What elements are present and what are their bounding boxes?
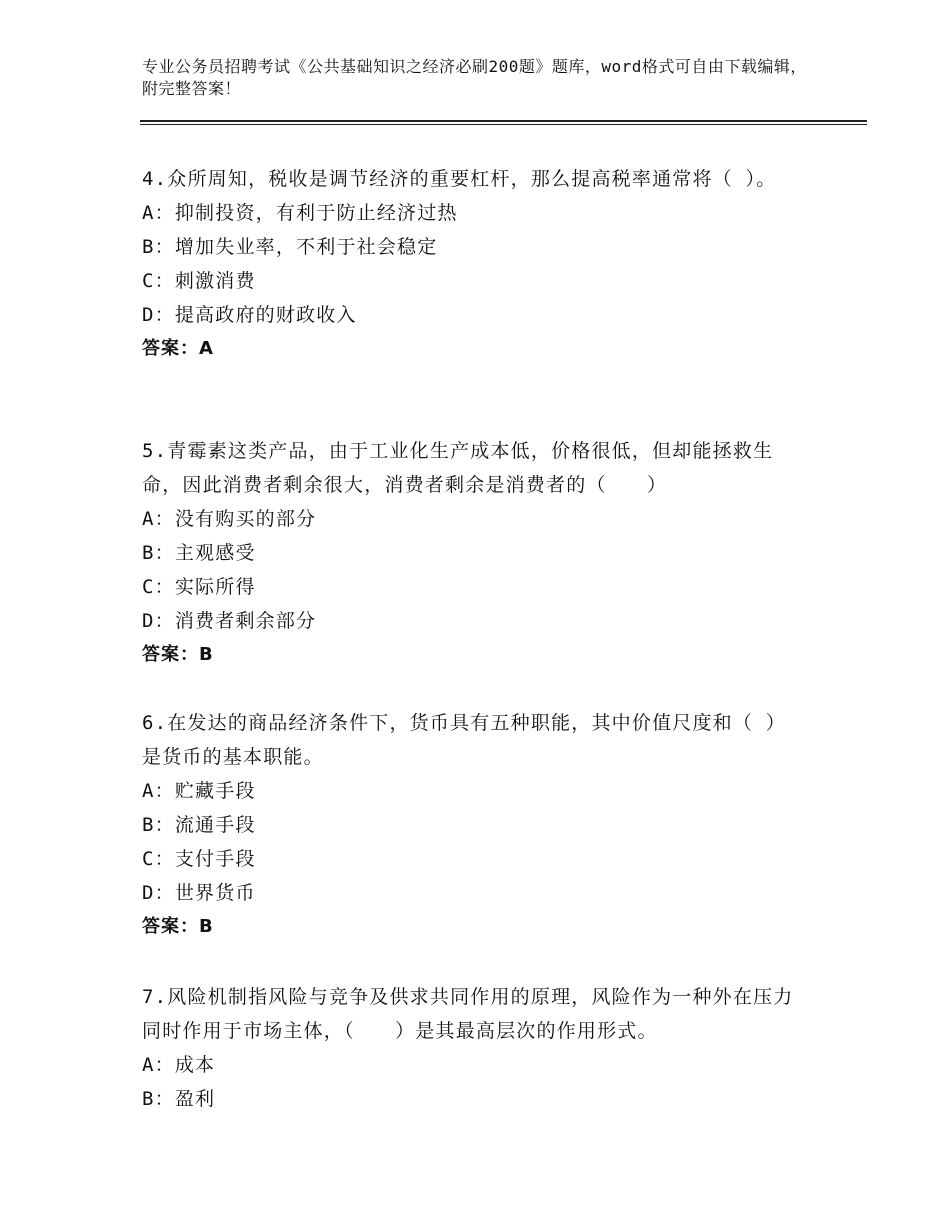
option-a: A：贮藏手段 xyxy=(142,780,256,802)
question-5 xyxy=(142,434,802,672)
header-rule-thin xyxy=(140,124,867,125)
question-stem: 5.青霉素这类产品，由于工业化生产成本低，价格很低，但却能拯救生命，因此消费者剩余很大，消费者剩余是消费者的（ ） xyxy=(142,440,774,496)
option-b: B：主观感受 xyxy=(142,542,256,564)
answer: 答案：B xyxy=(142,644,214,665)
question-4 xyxy=(142,162,802,366)
option-d: D：世界货币 xyxy=(142,882,256,904)
option-b: B：流通手段 xyxy=(142,814,256,836)
option-b: B：盈利 xyxy=(142,1088,216,1110)
question-stem: 4.众所周知，税收是调节经济的重要杠杆，那么提高税率通常将（ ）。 xyxy=(142,168,777,190)
question-6 xyxy=(142,706,802,944)
question-stem: 7.风险机制指风险与竞争及供求共同作用的原理，风险作为一种外在压力同时作用于市场主体，（ ）是其最高层次的作用形式。 xyxy=(142,986,794,1042)
option-c: C：支付手段 xyxy=(142,848,256,870)
answer: 答案：A xyxy=(142,338,214,359)
option-c: C：刺激消费 xyxy=(142,270,256,292)
option-a: A：没有购买的部分 xyxy=(142,508,317,530)
option-a: A：成本 xyxy=(142,1054,216,1076)
option-d: D：消费者剩余部分 xyxy=(142,610,317,632)
answer: 答案：B xyxy=(142,916,214,937)
option-b: B：增加失业率，不利于社会稳定 xyxy=(142,236,438,258)
option-d: D：提高政府的财政收入 xyxy=(142,304,357,326)
option-a: A：抑制投资，有利于防止经济过热 xyxy=(142,202,458,224)
question-stem: 6.在发达的商品经济条件下，货币具有五种职能，其中价值尺度和（ ）是货币的基本职能。 xyxy=(142,712,786,768)
option-c: C：实际所得 xyxy=(142,576,256,598)
question-7 xyxy=(142,980,802,1116)
header-rule-thick xyxy=(140,120,867,122)
document-header: 专业公务员招聘考试《公共基础知识之经济必刷200题》题库，word格式可自由下载编辑，附完整答案！ xyxy=(142,57,807,98)
